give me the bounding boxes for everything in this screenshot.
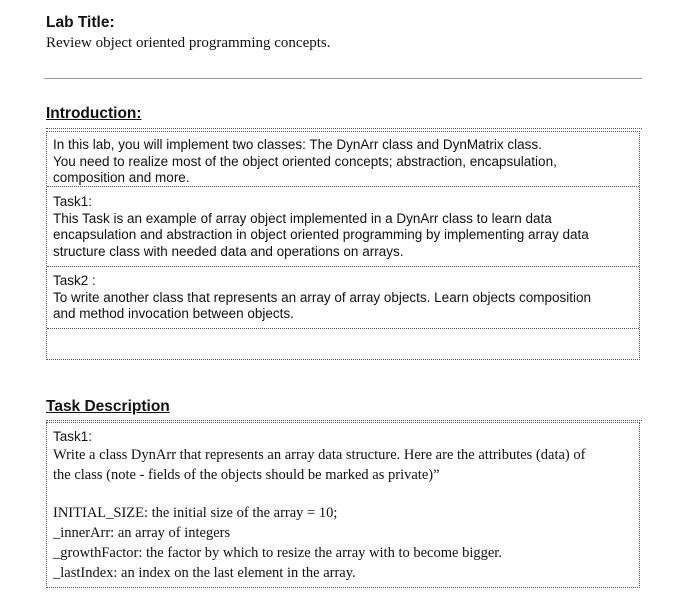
task-description-heading: Task Description — [46, 398, 170, 415]
task-description-task1-title: Task1: — [53, 429, 93, 444]
horizontal-divider — [44, 78, 642, 79]
task2-title: Task2 : — [53, 273, 96, 288]
task2-line: and method invocation between objects. — [53, 306, 294, 321]
task2-line: To write another class that represents an array of array objects. Learn objects composition — [53, 289, 592, 305]
task2-cell — [47, 267, 639, 329]
task1-line: structure class with needed data and operations on arrays. — [53, 243, 404, 259]
introduction-heading: Introduction: — [46, 105, 142, 122]
intro-line: In this lab, you will implement two classes: The DynArr class and DynMatrix class. — [53, 137, 542, 152]
task1-title: Task1: — [53, 194, 93, 209]
intro-line: composition and more. — [53, 170, 190, 185]
task-description-box — [46, 422, 640, 588]
spacer — [53, 485, 633, 503]
introduction-heading-rule — [46, 128, 642, 129]
task-description-line: Write a class DynArr that represents an array data structure. Here are the attributes (data) of — [53, 447, 586, 463]
task-description-heading-rule — [46, 420, 642, 421]
lab-title-label: Lab Title: — [46, 14, 115, 31]
attribute-line: INITIAL_SIZE: the initial size of the array = 10; — [53, 505, 338, 521]
task1-line: This Task is an example of array object implemented in a DynArr class to learn data — [53, 210, 552, 226]
task1-line: encapsulation and abstraction in object oriented programming by implementing array data — [53, 227, 589, 242]
task1-cell — [47, 187, 639, 267]
introduction-cell — [47, 132, 639, 187]
lab-title-text: Review object oriented programming concepts. — [46, 35, 331, 51]
attribute-line: _growthFactor: the factor by which to resize the array with to become bigger. — [53, 545, 502, 561]
task-description-line: the class (note - fields of the objects should be marked as private)” — [53, 467, 440, 483]
attribute-line: _lastIndex: an index on the last element in the array. — [53, 565, 356, 581]
intro-line: You need to realize most of the object oriented concepts; abstraction, encapsulation, — [53, 153, 557, 169]
introduction-table — [46, 131, 640, 360]
empty-cell — [47, 329, 639, 359]
attribute-line: _innerArr: an array of integers — [53, 525, 231, 541]
